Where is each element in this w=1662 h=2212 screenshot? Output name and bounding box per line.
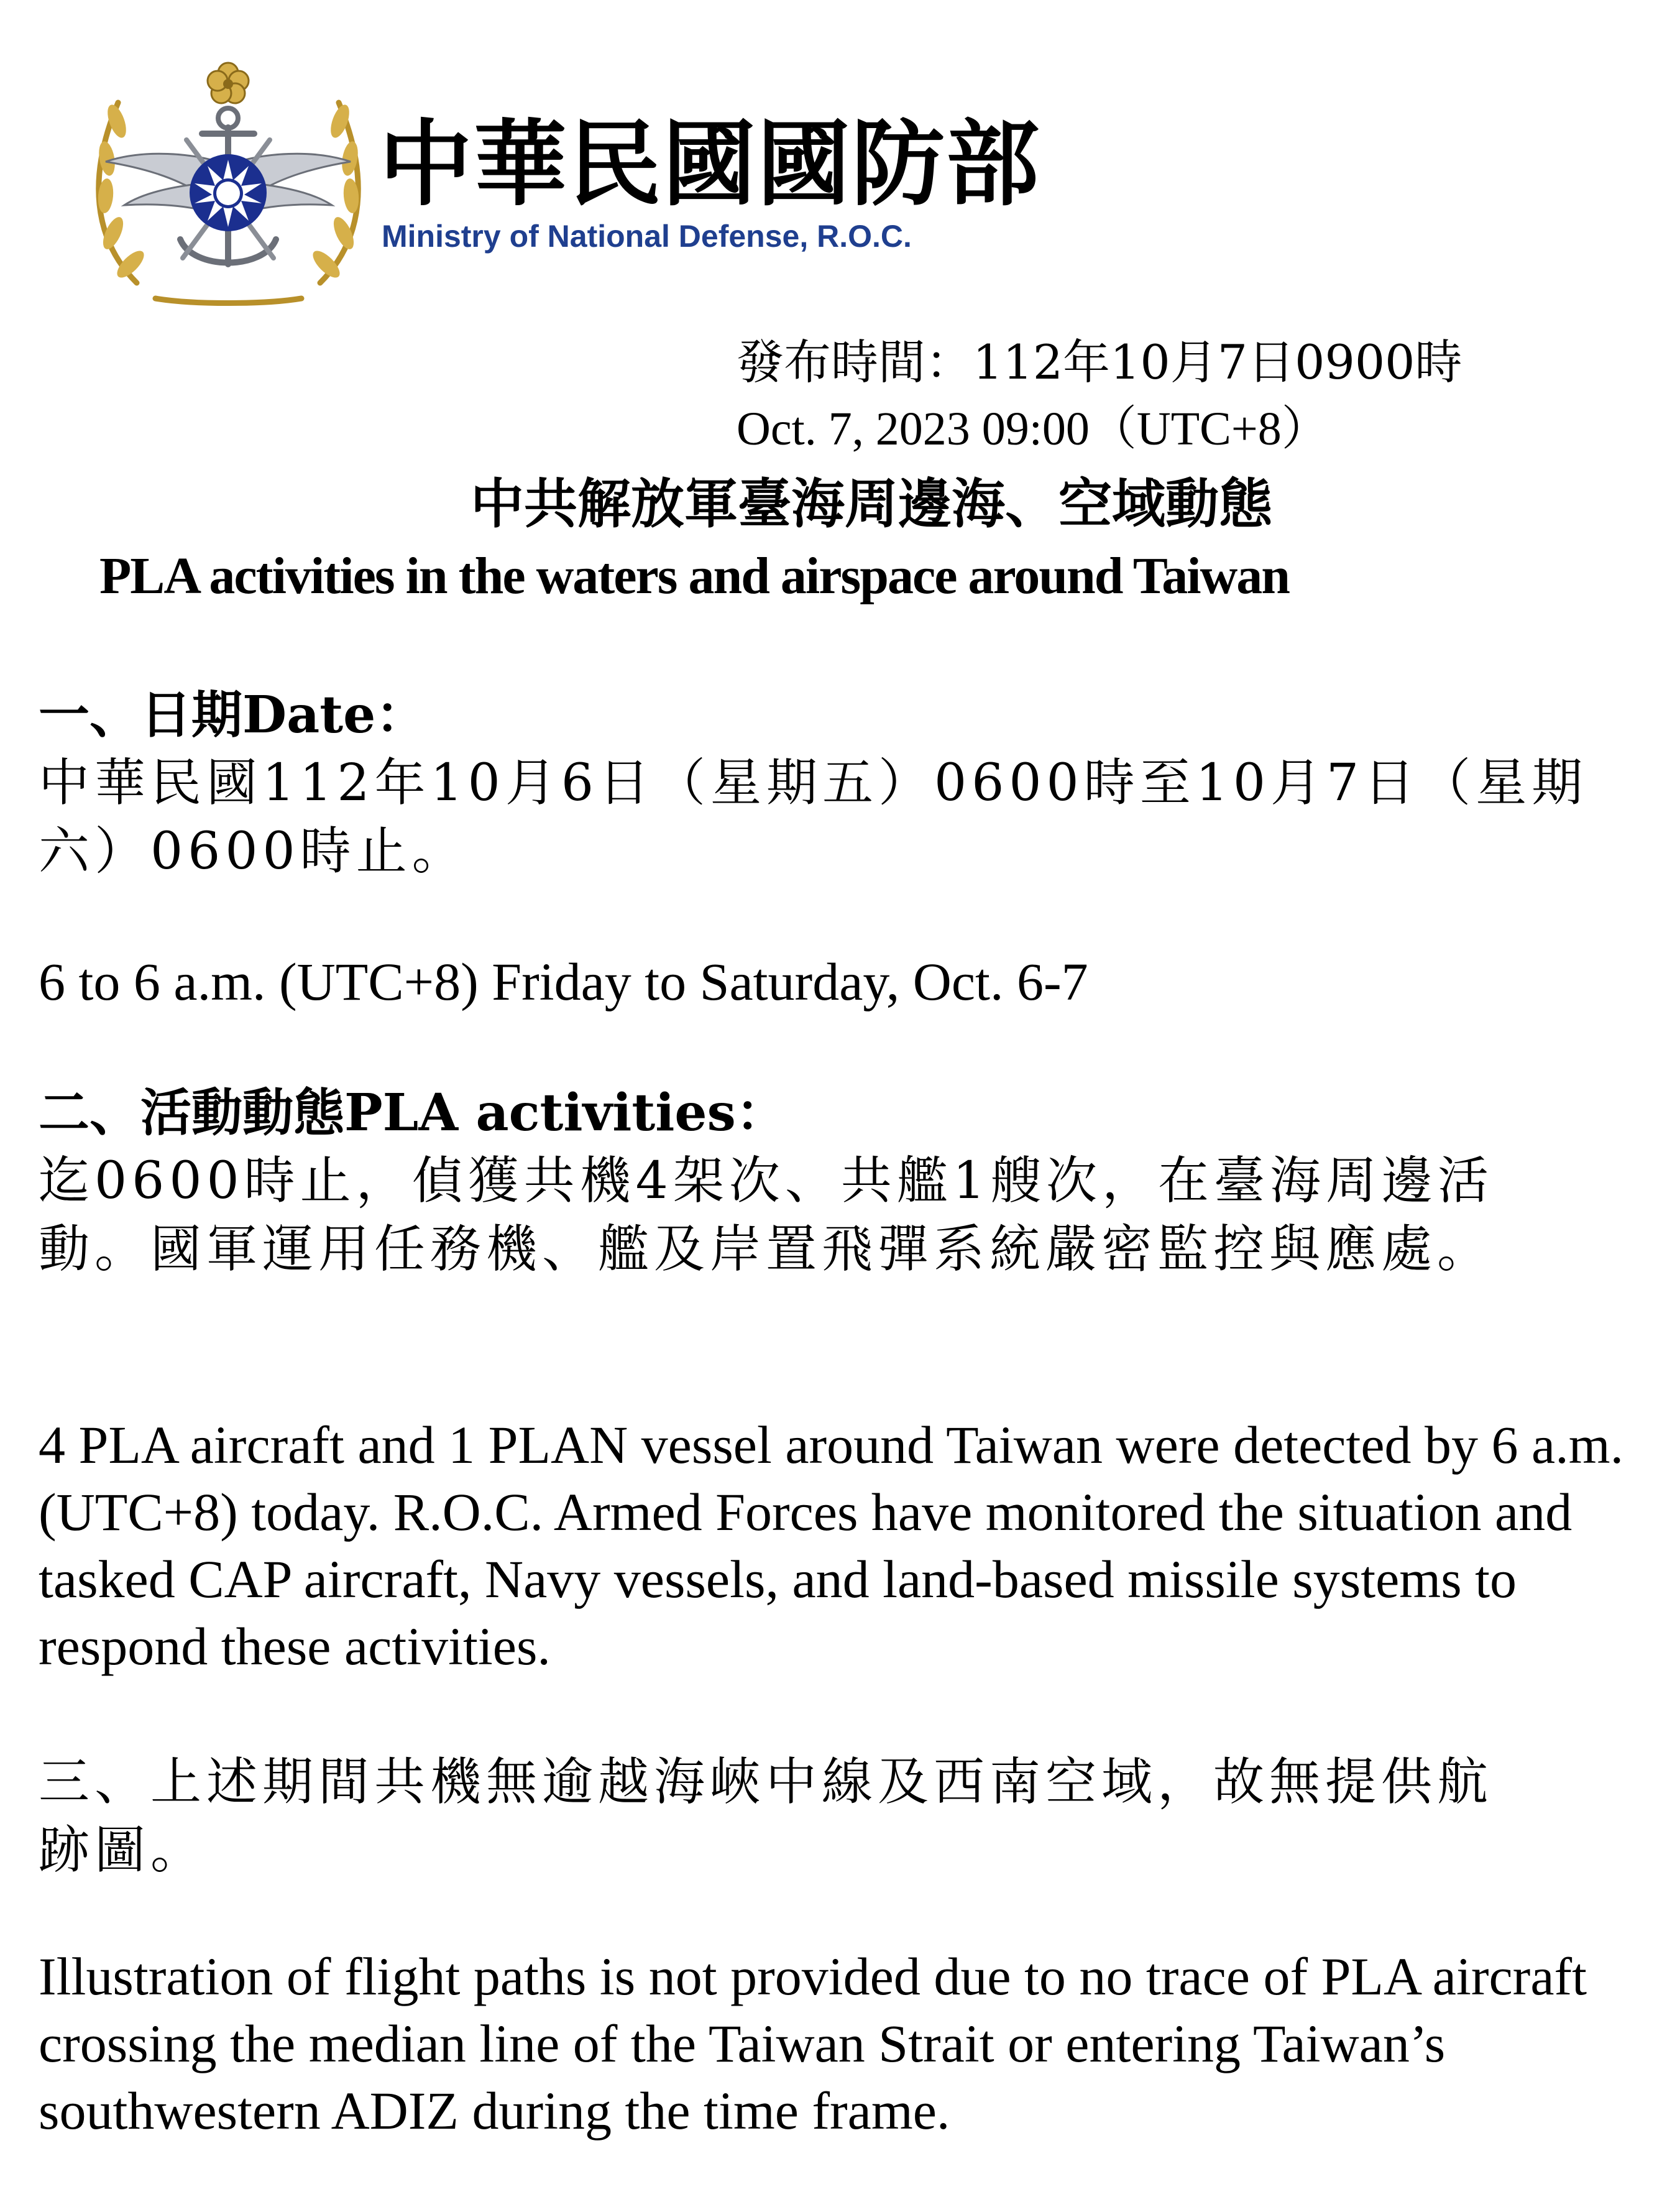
section2-heading: 二、活動動態PLA activities： xyxy=(39,1083,787,1143)
title-chinese: 中共解放軍臺海周邊海、空域動態 xyxy=(471,472,1272,535)
section2-activities-chinese: 迄0600時止，偵獲共機4架次、共艦1艘次，在臺海周邊活動。國軍運用任務機、艦及岸置飛彈系統嚴密監控與應處。 xyxy=(39,1151,1494,1279)
release-time-english: Oct. 7, 2023 09:00（UTC+8） xyxy=(737,403,1329,455)
section1-date-english: 6 to 6 a.m. (UTC+8) Friday to Saturday, Oct. 6-7 xyxy=(39,952,1088,1012)
section1-date-chinese: 中華民國112年10月6日（星期五）0600時至10月7日（星期六）0600時止。 xyxy=(39,753,1588,881)
section2-activities-english: 4 PLA aircraft and 1 PLAN vessel around Taiwan were detected by 6 a.m.(UTC+8) today. R.O.C. Armed Forces have monitored the situation and tasked CAP aircraft, Navy vessels, and land-based missile systems to respond these activities. xyxy=(39,1415,1624,1676)
org-name-english: Ministry of National Defense, R.O.C. xyxy=(382,219,912,254)
mnd-emblem-icon xyxy=(68,59,388,311)
section3-note-chinese: 三、上述期間共機無逾越海峽中線及西南空域，故無提供航跡圖。 xyxy=(39,1753,1494,1880)
org-name-chinese: 中華民國國防部 xyxy=(379,111,1041,219)
section1-heading: 一、日期Date： xyxy=(39,685,427,745)
section3-note-english: Illustration of flight paths is not provided due to no trace of PLA aircraft crossing the median line of the Taiwan Strait or entering Taiwan’s southwestern ADIZ during the time frame. xyxy=(39,1947,1587,2141)
release-time-chinese: 發布時間：112年10月7日0900時 xyxy=(737,334,1462,390)
title-english: PLA activities in the waters and airspace around Taiwan xyxy=(99,547,1289,605)
